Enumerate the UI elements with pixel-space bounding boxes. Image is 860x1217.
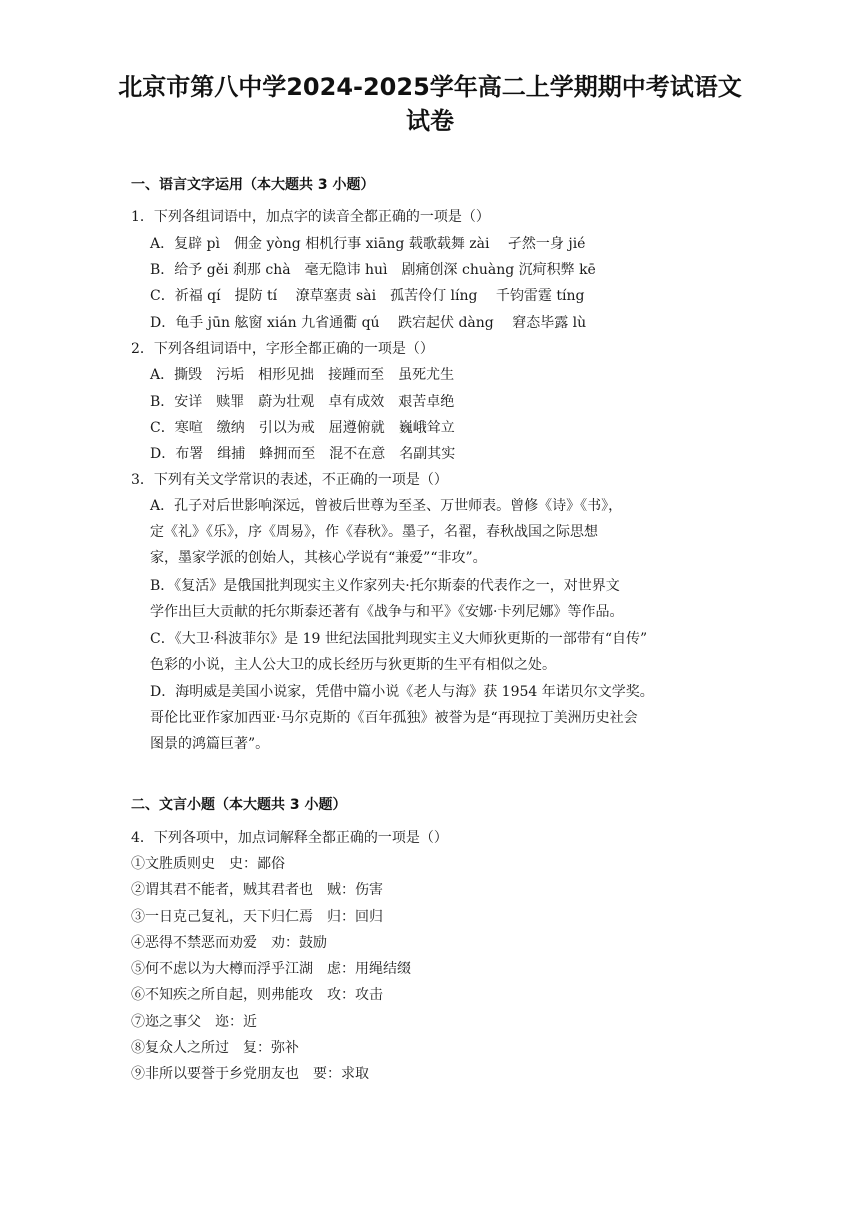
- question-2-stem: 2．下列各组词语中，字形全都正确的一项是（）: [131, 341, 434, 357]
- question-3-stem: 3．下列有关文学常识的表述，不正确的一项是（）: [131, 472, 448, 488]
- question-4-item: ⑦迩之事父 迩：近: [131, 1014, 257, 1030]
- question-3-option-line: 哥伦比亚作家加西亚·马尔克斯的《百年孤独》被誉为是“再现拉丁美洲历史社会: [150, 710, 638, 726]
- question-2-option-d: D．布署 缉捕 蜂拥而至 混不在意 名副其实: [150, 446, 456, 462]
- question-4-item: ②谓其君不能者，贼其君者也 贼：伤害: [131, 882, 383, 898]
- question-2-option-a: A．撕毁 污垢 相形见拙 接踵而至 虽死尤生: [150, 367, 455, 383]
- question-3-option-line: 家，墨家学派的创始人，其核心学说有“兼爱”“非攻”。: [150, 550, 487, 566]
- title-line-1: 北京市第八中学2024-2025学年高二上学期期中考试语文: [118, 73, 742, 101]
- question-1-option-c: C．祈福 qí 提防 tí 潦草塞责 sài 孤苦伶仃 líng 千钧雷霆 tíng: [150, 288, 585, 304]
- question-4-item: ⑨非所以要誉于乡党朋友也 要：求取: [131, 1066, 369, 1082]
- question-3-option-line: B．《复活》是俄国批判现实主义作家列夫·托尔斯泰的代表作之一，对世界文: [150, 578, 620, 594]
- question-4-item: ⑤何不虑以为大樽而浮乎江湖 虑：用绳结缀: [131, 961, 411, 977]
- question-3-option-line: 定《礼》《乐》，序《周易》，作《春秋》。墨子，名翟，春秋战国之际思想: [150, 524, 598, 540]
- section-2-heading: 二、文言小题（本大题共 3 小题）: [131, 797, 347, 813]
- question-3-option-line: A．孔子对后世影响深远，曾被后世尊为至圣、万世师表。曾修《诗》《书》，: [150, 498, 623, 514]
- question-1-option-a: A．复辟 pì 佣金 yòng 相机行事 xiāng 载歌载舞 zài 孑然一身 jié: [150, 236, 586, 252]
- question-2-option-b: B．安详 赎罪 蔚为壮观 卓有成效 艰苦卓绝: [150, 394, 455, 410]
- question-3-option-line: 色彩的小说，主人公大卫的成长经历与狄更斯的生平有相似之处。: [150, 657, 556, 673]
- question-4-item: ①文胜质则史 史：鄙俗: [131, 856, 285, 872]
- question-3-option-line: C．《大卫·科波菲尔》是 19 世纪法国批判现实主义大师狄更斯的一部带有“自传”: [150, 631, 648, 647]
- question-4-item: ⑥不知疾之所自起，则弗能攻 攻：攻击: [131, 987, 383, 1003]
- question-4-stem: 4．下列各项中，加点词解释全都正确的一项是（）: [131, 830, 448, 846]
- question-3-option-line: D．海明威是美国小说家，凭借中篇小说《老人与海》获 1954 年诺贝尔文学奖。: [150, 684, 654, 700]
- question-3-option-line: 学作出巨大贡献的托尔斯泰还著有《战争与和平》《安娜·卡列尼娜》等作品。: [150, 604, 624, 620]
- question-4-item: ④恶得不禁恶而劝爱 劝：鼓励: [131, 935, 327, 951]
- question-4-item: ⑧复众人之所过 复：弥补: [131, 1040, 299, 1056]
- document-title: [100, 70, 760, 138]
- question-1-stem: 1．下列各组词语中，加点字的读音全都正确的一项是（）: [131, 209, 490, 225]
- question-3-option-line: 图景的鸿篇巨著”。: [150, 736, 270, 752]
- question-4-item: ③一日克己复礼，天下归仁焉 归：回归: [131, 909, 383, 925]
- section-1-heading: 一、语言文字运用（本大题共 3 小题）: [131, 177, 375, 193]
- question-1-option-b: B．给予 gěi 刹那 chà 毫无隐讳 huì 剧痛创深 chuàng 沉疴积弊 kē: [150, 262, 596, 278]
- question-2-option-c: C．寒喧 缴纳 引以为戒 屈遵俯就 巍峨耸立: [150, 420, 455, 436]
- title-line-2: 试卷: [406, 107, 454, 135]
- question-1-option-d: D．龟手 jūn 舷窗 xián 九省通衢 qú 跌宕起伏 dàng 窘态毕露 lù: [150, 315, 587, 331]
